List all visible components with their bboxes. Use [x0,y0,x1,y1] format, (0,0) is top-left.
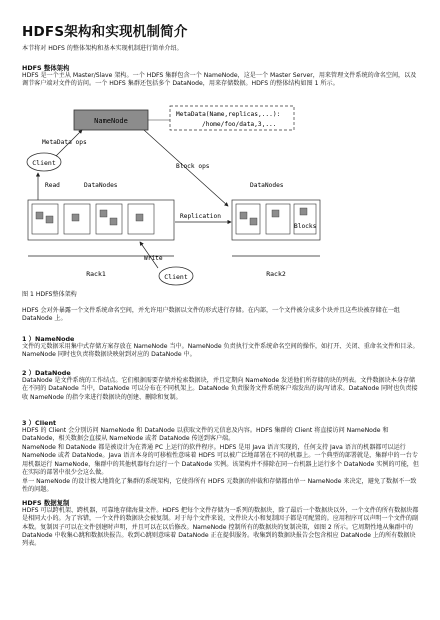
namenode-label: NameNode [94,117,128,125]
figure-caption: 图 1 HDFS整体架构 [22,291,77,298]
client-paragraph-1: HDFS 的 Client 会分别访问 NameNode 和 DataNode 以获取文件的元信息及内容。HDFS 集群的 Client 将直接访问 NameNode 和 DataNode，相关数据会直接从 NameNode 或者 DataNode 传送到客户端。 [22,427,389,443]
datanode-paragraph: DataNode 是文件系统的工作结点。它们根据需要存储并检索数据块，并且定期向 NameNode 发送他们所存储的块的列表。文件数据块本身存储在不同的 DataNode 当中，DataNode 可以分布在不同机架上。DataNode 负责服务文件系统客户端发出的读/写请求。DataNode 同时也负责接收 NameNode 的指令来进行数据块的创建、删除和复制。 [22,377,418,401]
client-bottom-label: Client [164,273,188,281]
replication-label: Replication [180,213,221,220]
section-heading-namenode: 1 ）NameNode [22,335,75,343]
metadata-ops-label: MetaData ops [42,139,87,146]
rack1-label: Rack1 [86,270,106,278]
section-heading-client: 3 ）Client [22,419,57,427]
replication-paragraph: HDFS 可以跨机架、跨机器，可靠地存储海量文件。HDFS 把每个文件存储为一系列的数据块，除了最后一个数据块以外，一个文件的所有数据块都是相同大小的。为了容错，一个文件的数据块会被复制。对于每个文件来说，文件块大小和复制因子都是可配置的。应用程序可以声明一个文件的副本数。复制因子可以在文件创建时声明，并且可以在以后修改。NameNode 控制所有的数据块的复制决策，如图 2 所示。它周期性地从集群中的 DataNode 中收集心跳和数据块报告。收到心跳则意味着 DataNode 正在提供服务。收集到的数据块报告会包含相应 DataNode 上的所有数据块列表。 [22,507,419,548]
datanodes-right-label: DataNodes [250,182,284,189]
namenode-paragraph: 文件的元数据采用集中式存储方案存放在 NameNode 当中。NameNode 负责执行文件系统命名空间的操作，如打开、关闭、重命名文件和目录。NameNode 同时也负责将数据块映射到对应的 DataNode 中。 [22,343,419,359]
client-top-label: Client [32,159,56,167]
architecture-paragraph: HDFS 是一个主从 Master/Slave 架构。一个 HDFS 集群包含一个 NameNode，这是一个 Master Server，用来管理文件系统的命名空间，以及调节客户端对文件的访问。一个 HDFS 集群还包括多个 DataNode，用来存储数据。HDFS 的整体结构如图 1 所示。 [22,72,417,88]
client-paragraph-3: 单一 NameNode 的设计极大地简化了集群的系统架构，它使得所有 HDFS 元数据的仲裁和存储都由单一 NameNode 来决定，避免了数据不一致性的问题。 [22,478,417,494]
rack2-label: Rack2 [266,270,286,278]
client-paragraph-2: NameNode 和 DataNode 都是被设计为在普通 PC 上运行的软件程序。HDFS 是用 Java 语言实现的，任何支持 Java 语言的机器都可以运行 NameNode 或者 DataNode。Java 语言本身的可移植性意味着 HDFS 可以被广泛地部署在不同的机器上。一个典型的部署就是，集群中的一台专用机器运行 NameNode，集群中的其他机器每台运行一个 DataNode 实例。该架构并不排除在同一台机器上运行多个 DataNode 实例的可能，但在实际的部署中很少会这么做。 [22,444,419,476]
section-heading-datanode: 2 ）DataNode [22,369,71,377]
write-label: Write [144,255,163,262]
section-heading-replication: HDFS 数据复制 [22,499,70,507]
intro-paragraph: 本节将对 HDFS 的整体架构和基本实现机制进行简单介绍。 [22,45,183,52]
section-heading-architecture: HDFS 整体架构 [22,64,70,72]
overview-paragraph: HDFS 会对外暴露一个文件系统命名空间，并允许用户数据以文件的形式进行存储。在内部，一个文件被分成多个块并且这些块被存储在一组 DataNode 上。 [22,307,401,323]
read-label: Read [45,182,60,189]
hdfs-architecture-diagram [0,96,440,286]
metadata-label: MetaData(Name,replicas,...): [176,111,281,118]
metadata-path: /home/foo/data,3,... [202,121,277,128]
page-title: HDFS架构和实现机制简介 [22,24,188,40]
blocks-label: Blocks [294,223,317,230]
block-ops-label: Block ops [176,163,210,170]
datanodes-left-label: DataNodes [84,182,118,189]
